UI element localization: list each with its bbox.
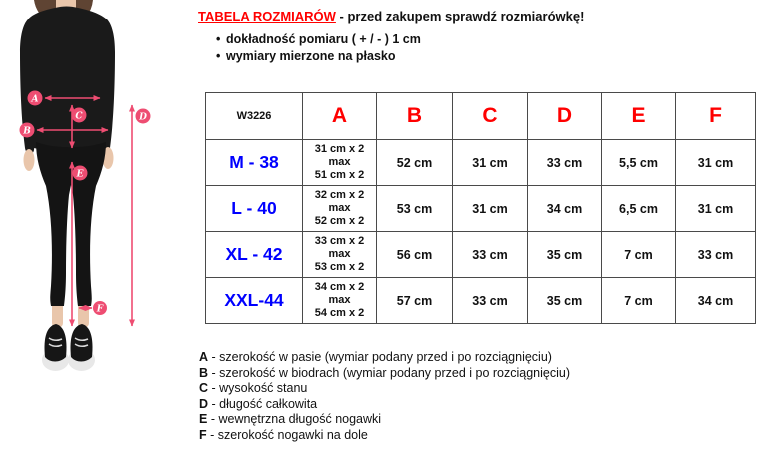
cell-f: 33 cm (676, 232, 756, 278)
bullet-item (216, 48, 421, 65)
cell-e: 6,5 cm (602, 186, 676, 232)
size-table (205, 92, 756, 324)
cell-a (303, 140, 377, 186)
legend-text: - wysokość stanu (211, 381, 308, 396)
badge-d-label: D (139, 112, 147, 123)
cell-e: 5,5 cm (602, 140, 676, 186)
size-table-header-row (206, 93, 756, 140)
legend-letter: B (199, 365, 209, 380)
legend-line (199, 412, 570, 428)
bullet-text: dokładność pomiaru ( + / - ) 1 cm (226, 32, 421, 46)
legend-letter: D (199, 396, 209, 411)
cell-a-line: max (328, 156, 351, 168)
legend-letter: A (199, 350, 209, 364)
cell-a (303, 232, 377, 278)
cell-a-line: 51 cm x 2 (314, 169, 365, 181)
table-row (206, 186, 756, 232)
cell-c: 33 cm (453, 278, 528, 324)
table-row (206, 278, 756, 324)
cell-a-line: 54 cm x 2 (314, 307, 365, 319)
legend-line (199, 397, 570, 413)
legend-line (199, 366, 570, 382)
cell-a (303, 186, 377, 232)
cell-a-line: 52 cm x 2 (314, 215, 365, 227)
legend-text: - szerokość w biodrach (wymiar podany przed i po rozciągnięciu) (211, 365, 570, 380)
page-title-suffix: - przed zakupem sprawdź rozmiarówkę! (335, 9, 585, 24)
cell-b: 56 cm (377, 232, 453, 278)
cell-f: 31 cm (676, 140, 756, 186)
product-code-cell: W3226 (206, 93, 303, 140)
cell-d: 34 cm (528, 186, 602, 232)
page-title (198, 9, 584, 24)
cell-c: 33 cm (453, 232, 528, 278)
badge-f-label: F (96, 304, 104, 315)
legend-line (199, 428, 570, 444)
bullet-item (216, 31, 421, 48)
badge-e-label: E (76, 169, 84, 180)
size-label: M - 38 (206, 140, 303, 186)
legend-text: - szerokość nogawki na dole (210, 427, 368, 442)
size-label: L - 40 (206, 186, 303, 232)
legend-line (199, 350, 570, 366)
cell-e: 7 cm (602, 232, 676, 278)
cell-c: 31 cm (453, 140, 528, 186)
cell-f: 34 cm (676, 278, 756, 324)
cell-a-line: 31 cm x 2 (314, 143, 365, 155)
cell-a-line: max (328, 202, 351, 214)
column-header-b: B (377, 93, 453, 140)
cell-d: 35 cm (528, 232, 602, 278)
bullet-text: wymiary mierzone na płasko (226, 49, 396, 63)
cell-d: 35 cm (528, 278, 602, 324)
model-photo (0, 0, 190, 460)
cell-b: 52 cm (377, 140, 453, 186)
column-header-e: E (602, 93, 676, 140)
cell-a-line: 32 cm x 2 (314, 189, 365, 201)
cell-d: 33 cm (528, 140, 602, 186)
legend-line (199, 381, 570, 397)
badge-c-label: C (75, 111, 83, 122)
badge-b-label: B (23, 126, 31, 137)
model-leggings (36, 142, 106, 306)
legend-letter: C (199, 381, 209, 396)
cell-c: 31 cm (453, 186, 528, 232)
legend-letter: F (199, 427, 207, 442)
column-header-f: F (676, 93, 756, 140)
size-label: XL - 42 (206, 232, 303, 278)
legend-text: - szerokość w pasie (wymiar podany przed i po rozciągnięciu) (211, 350, 552, 364)
cell-e: 7 cm (602, 278, 676, 324)
column-header-d: D (528, 93, 602, 140)
cell-f: 31 cm (676, 186, 756, 232)
cell-a-line: 33 cm x 2 (314, 235, 365, 247)
bullet-dot-icon: • (216, 49, 221, 63)
table-row (206, 232, 756, 278)
cell-b: 53 cm (377, 186, 453, 232)
cell-b: 57 cm (377, 278, 453, 324)
bullet-list (216, 31, 421, 65)
column-header-a: A (303, 93, 377, 140)
cell-a (303, 278, 377, 324)
cell-a-line: 53 cm x 2 (314, 261, 365, 273)
table-row (206, 140, 756, 186)
legend-text: - wewnętrzna długość nogawki (210, 412, 382, 427)
legend-letter: E (199, 412, 208, 427)
cell-a-line: max (328, 248, 351, 260)
cell-a-line: 34 cm x 2 (314, 281, 365, 293)
model-figure-graphic (0, 0, 190, 460)
bullet-dot-icon: • (216, 32, 221, 46)
measurement-legend (199, 350, 570, 444)
cell-a-line: max (328, 294, 351, 306)
legend-text: - długość całkowita (211, 396, 318, 411)
page-title-highlight: TABELA ROZMIARÓW (198, 9, 336, 24)
column-header-c: C (453, 93, 528, 140)
size-label: XXL-44 (206, 278, 303, 324)
model-sneakers (42, 324, 95, 371)
model-left-hand (24, 149, 35, 171)
badge-a-label: A (31, 94, 39, 105)
